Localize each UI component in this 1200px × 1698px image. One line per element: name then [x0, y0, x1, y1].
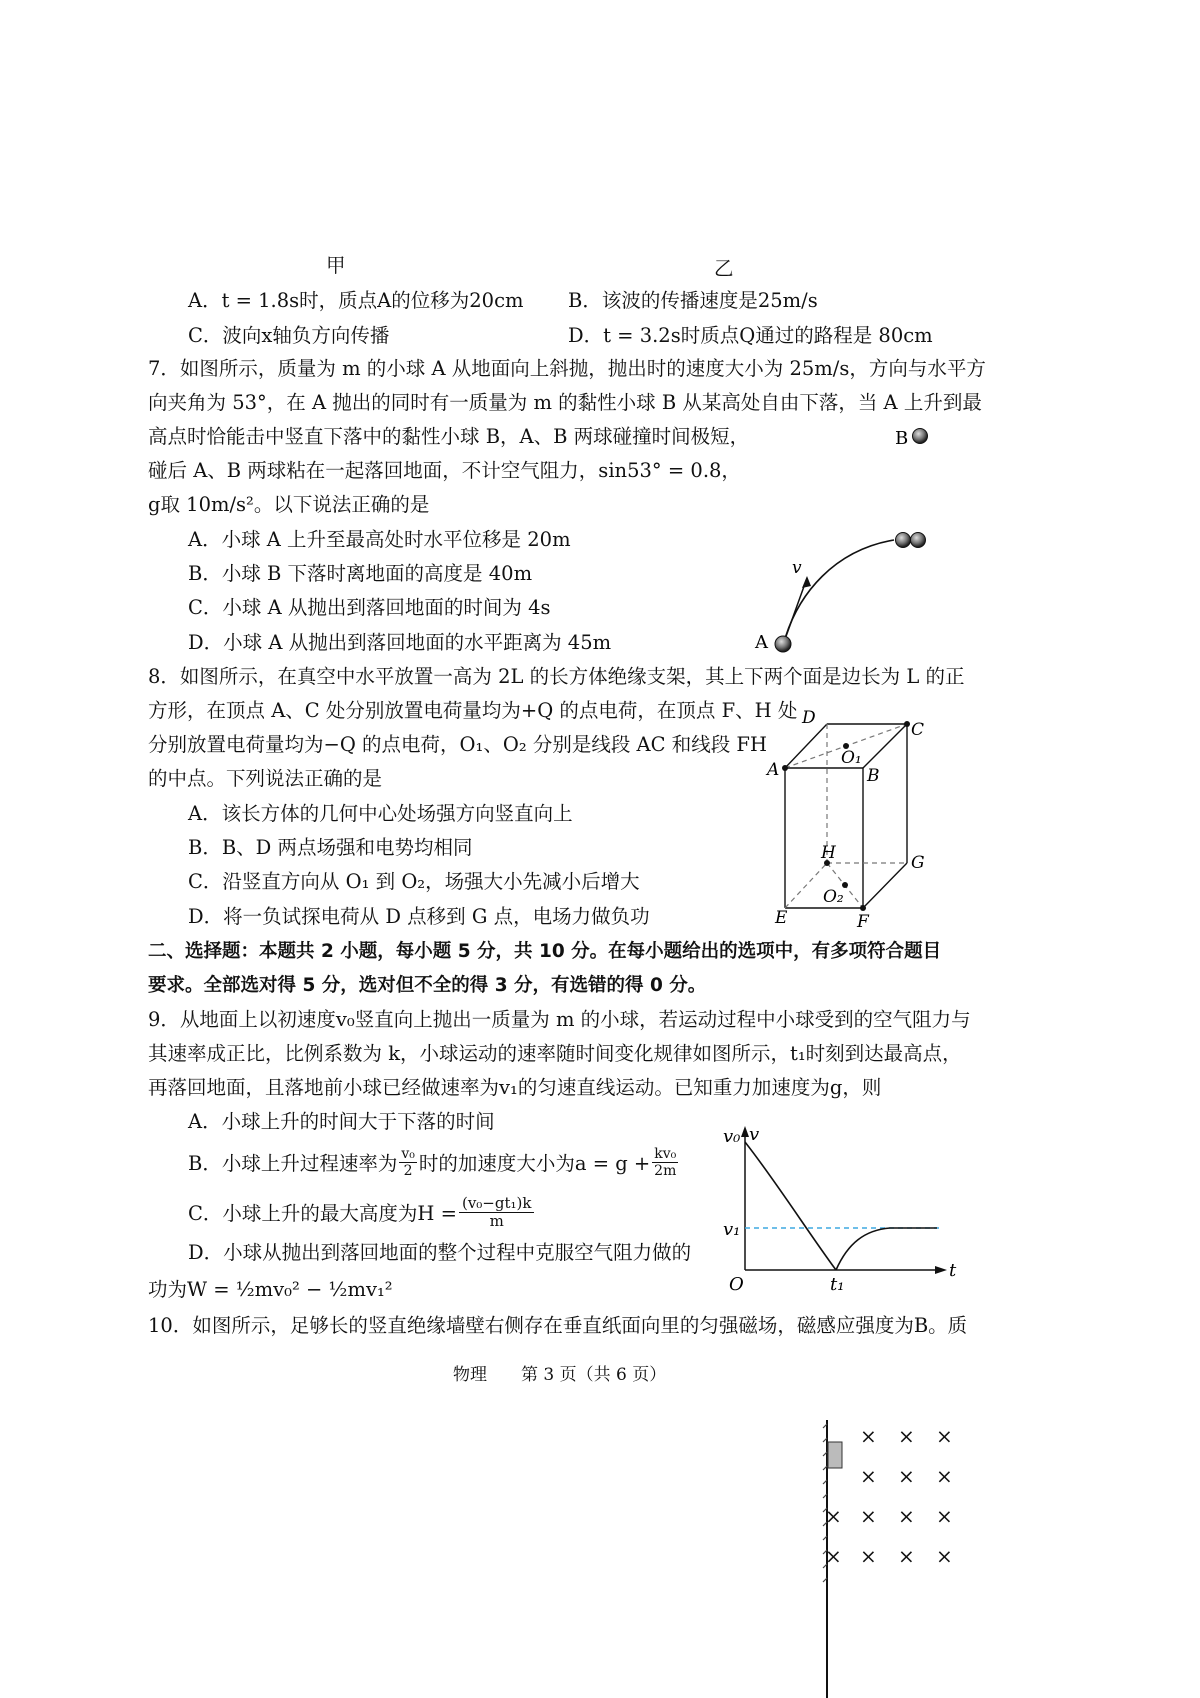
ascent-curve: [745, 1142, 836, 1270]
q9-option-c-prefix: C．小球上升的最大高度为H =: [188, 1202, 457, 1225]
q9-stem-line2: 其速率成正比，比例系数为 k，小球运动的速率随时间变化规律如图所示，t₁时刻到达最高点，: [148, 1042, 962, 1065]
q8-label-g: G: [911, 853, 925, 873]
graph-label-o: O: [729, 1274, 744, 1295]
q9-vt-graph: [715, 1120, 970, 1300]
svg-text:×: ×: [936, 1464, 953, 1488]
q8-label-o2: O₂: [823, 887, 844, 907]
q9-option-b-frac2: [652, 1146, 678, 1179]
graph-label-v0: v₀: [723, 1126, 741, 1147]
q9-option-b-prefix: B．小球上升过程速率为: [188, 1152, 398, 1175]
svg-text:×: ×: [936, 1544, 953, 1568]
svg-text:×: ×: [860, 1464, 877, 1488]
svg-text:×: ×: [860, 1544, 877, 1568]
q8-label-c: C: [911, 720, 925, 740]
v-axis-arrow: [741, 1126, 749, 1137]
graph-label-v1: v₁: [723, 1219, 741, 1240]
svg-text:×: ×: [825, 1504, 842, 1528]
ball-b: [913, 429, 928, 444]
svg-text:×: ×: [860, 1504, 877, 1528]
page-footer: 物理 第 3 页（共 6 页）: [453, 1365, 667, 1385]
q8-stem-line1: 8．如图所示，在真空中水平放置一高为 2L 的长方体绝缘支架，其上下两个面是边长为 L 的正: [148, 665, 965, 688]
q6-option-a: A．t = 1.8s时，质点A的位移为20cm: [188, 289, 524, 312]
q9-stem-line3: 再落回地面，且落地前小球已经做速率为v₁的匀速直线运动。已知重力加速度为g，则: [148, 1076, 882, 1099]
q6-option-c: C．波向x轴负方向传播: [188, 324, 390, 347]
trajectory-curve: [784, 540, 894, 642]
q8-label-b: B: [867, 766, 880, 786]
descent-curve: [836, 1228, 937, 1270]
graph-label-t: t: [949, 1260, 957, 1281]
q8-label-d: D: [802, 708, 816, 728]
q7-option-b: B．小球 B 下落时离地面的高度是 40m: [188, 562, 533, 585]
q9-option-b: [188, 1138, 680, 1186]
q8-label-h: H: [821, 843, 836, 863]
q10-stem-line1: 10．如图所示，足够长的竖直绝缘墙壁右侧存在垂直纸面向里的匀强磁场，磁感应强度为B。质: [148, 1314, 968, 1337]
q9-option-b-frac2-num: kv₀: [654, 1145, 677, 1162]
q9-option-d-line2: 功为W = ½mv₀² − ½mv₁²: [148, 1278, 393, 1301]
ball-pair-left: [896, 533, 911, 548]
section2-heading-line2: 要求。全部选对得 5 分，选对但不全的得 3 分，有选错的得 0 分。: [148, 975, 707, 996]
q7-option-d: D．小球 A 从抛出到落回地面的水平距离为 45m: [188, 631, 612, 654]
q7-option-c: C．小球 A 从抛出到落回地面的时间为 4s: [188, 596, 551, 619]
svg-text:×: ×: [936, 1424, 953, 1448]
q6-option-b: B．该波的传播速度是25m/s: [568, 289, 818, 312]
q7-option-a: A．小球 A 上升至最高处时水平位移是 20m: [188, 528, 571, 551]
q7-stem-line5: g取 10m/s²。以下说法正确的是: [148, 493, 430, 516]
q8-label-e: E: [775, 908, 788, 928]
q10-magnetic-field-figure: [815, 1420, 975, 1698]
q7-stem-line3: 高点时恰能击中竖直下落中的黏性小球 B，A、B 两球碰撞时间极短，: [148, 425, 750, 448]
q8-stem-line2: 方形，在顶点 A、C 处分别放置电荷量均为+Q 的点电荷，在顶点 F、H 处: [148, 699, 798, 722]
svg-text:×: ×: [936, 1504, 953, 1528]
velocity-arrow-head: [802, 576, 811, 588]
q6-option-d: D．t = 3.2s时质点Q通过的路程是 80cm: [568, 324, 933, 347]
ball-a: [775, 636, 791, 652]
q9-stem-line1: 9．从地面上以初速度v₀竖直向上抛出一质量为 m 的小球，若运动过程中小球受到的空气阻力与: [148, 1008, 971, 1031]
block-on-wall: [828, 1442, 842, 1468]
q7-label-b: B: [895, 428, 909, 449]
q9-option-b-frac1: [399, 1146, 417, 1179]
svg-text:×: ×: [898, 1424, 915, 1448]
fig-caption-yi: 乙: [714, 257, 734, 280]
q9-option-b-mid: 时的加速度大小为a = g +: [418, 1152, 651, 1175]
q8-option-b: B．B、D 两点场强和电势均相同: [188, 836, 473, 859]
ball-pair-right: [911, 533, 926, 548]
t-axis-arrow: [935, 1266, 947, 1274]
q8-label-a: A: [767, 760, 780, 780]
graph-label-v: v: [749, 1124, 760, 1145]
q8-label-o1: O₁: [841, 748, 862, 768]
svg-text:×: ×: [898, 1464, 915, 1488]
section2-heading-line1: 二、选择题：本题共 2 小题，每小题 5 分，共 10 分。在每小题给出的选项中，有多项符合题目: [148, 941, 942, 962]
svg-text:×: ×: [898, 1544, 915, 1568]
q9-option-a: A．小球上升的时间大于下落的时间: [188, 1110, 495, 1133]
q8-stem-line3: 分别放置电荷量均为−Q 的点电荷，O₁、O₂ 分别是线段 AC 和线段 FH: [148, 733, 767, 756]
svg-text:×: ×: [898, 1504, 915, 1528]
q8-option-a: A．该长方体的几何中心处场强方向竖直向上: [188, 802, 573, 825]
q9-option-c-frac-num: (v₀−gt₁)k: [459, 1195, 535, 1213]
q9-option-b-frac2-den: 2m: [654, 1162, 677, 1179]
svg-text:×: ×: [825, 1544, 842, 1568]
q8-option-d: D．将一负试探电荷从 D 点移到 G 点，电场力做负功: [188, 905, 650, 928]
q9-option-b-frac1-num: v₀: [401, 1145, 415, 1162]
q9-option-b-frac1-den: 2: [403, 1162, 413, 1179]
q7-stem-line4: 碰后 A、B 两球粘在一起落回地面，不计空气阻力，sin53° = 0.8，: [148, 459, 741, 482]
q7-label-a: A: [755, 632, 768, 653]
q8-stem-line4: 的中点。下列说法正确的是: [148, 767, 383, 790]
graph-label-t1: t₁: [830, 1274, 845, 1295]
q8-cuboid-figure: [755, 705, 965, 935]
q7-projectile-figure: [740, 418, 960, 663]
q7-label-v: v: [792, 558, 802, 578]
q9-option-c-frac: [459, 1195, 535, 1230]
field-crosses: [825, 1424, 953, 1568]
q7-stem-line1: 7．如图所示，质量为 m 的小球 A 从地面向上斜抛，抛出时的速度大小为 25m/s，方向与水平方: [148, 357, 986, 380]
svg-text:×: ×: [860, 1424, 877, 1448]
q8-label-f: F: [857, 912, 869, 932]
q9-option-c-frac-den: m: [489, 1211, 504, 1230]
q7-stem-line2: 向夹角为 53°，在 A 抛出的同时有一质量为 m 的黏性小球 B 从某高处自由下落，当 A 上升到最: [148, 391, 982, 414]
q8-option-c: C．沿竖直方向从 O₁ 到 O₂，场强大小先减小后增大: [188, 870, 640, 893]
q9-option-d-line1: D．小球从抛出到落回地面的整个过程中克服空气阻力做的: [188, 1241, 692, 1264]
fig-caption-jia: 甲: [326, 254, 346, 277]
q9-option-c: [188, 1188, 536, 1236]
